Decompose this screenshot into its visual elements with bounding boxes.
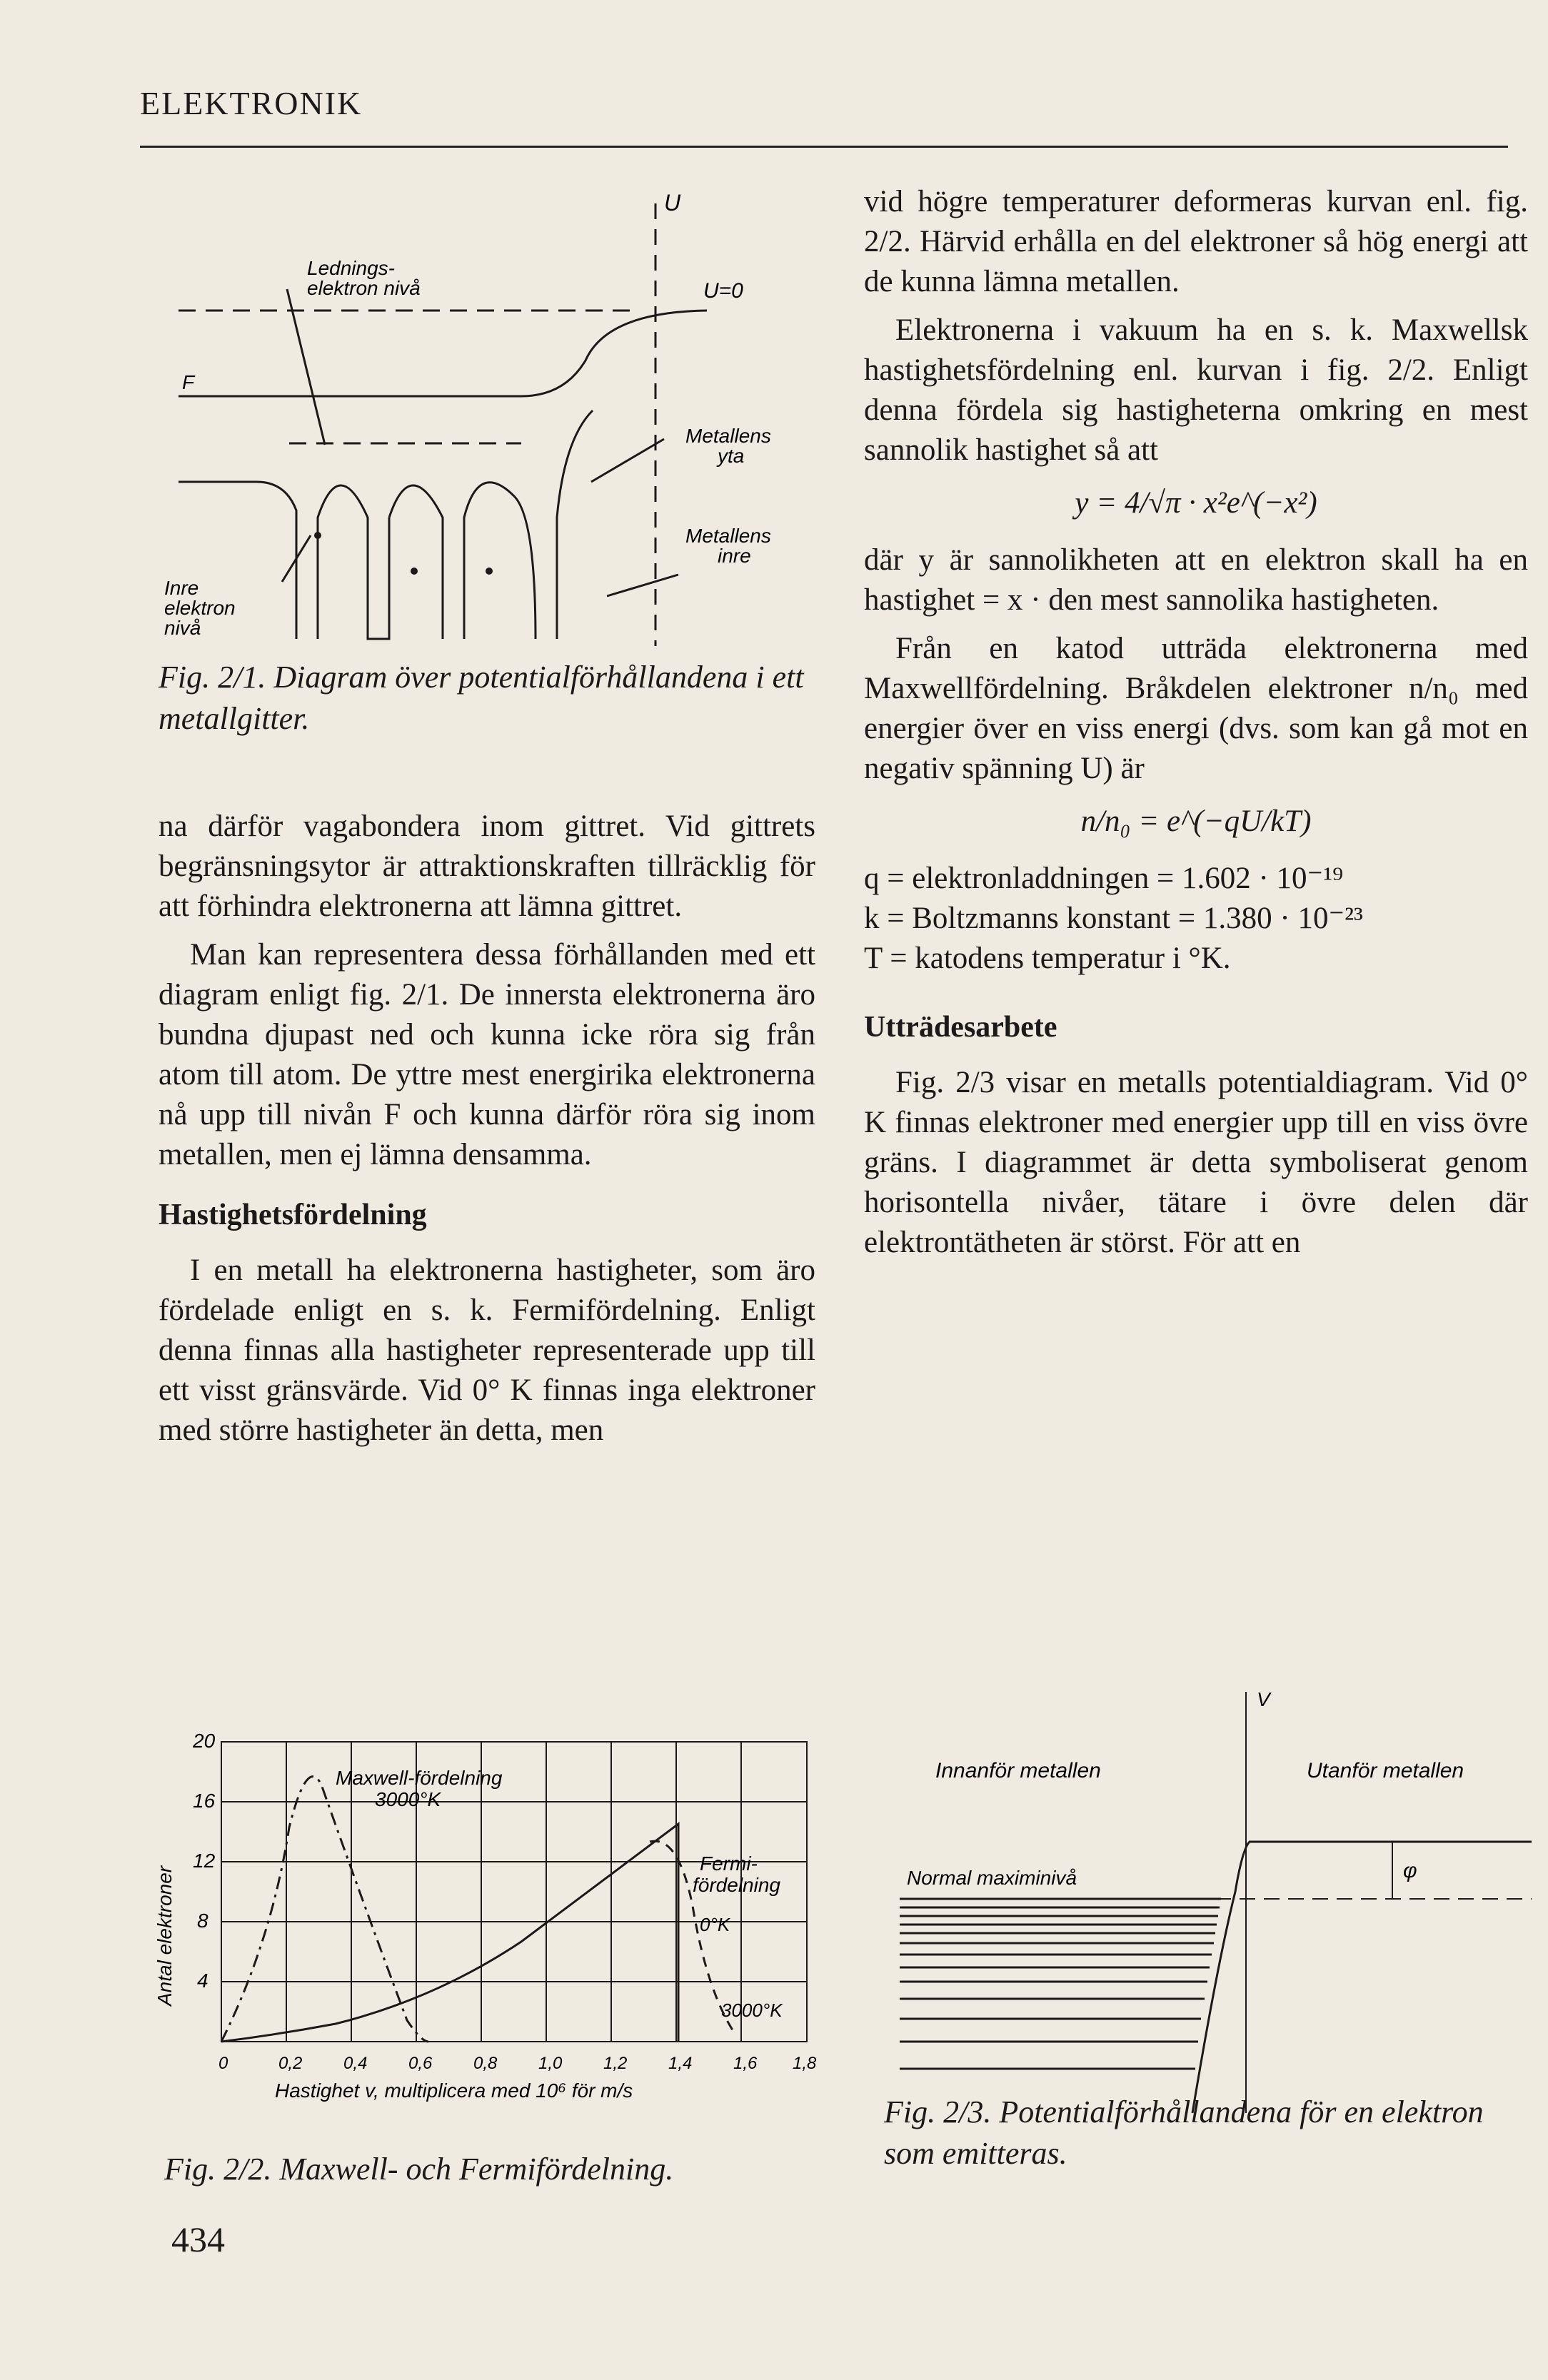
- ytick-20: 20: [193, 1730, 216, 1752]
- potential-curve: [1192, 1842, 1532, 2113]
- definition-k: k = Boltzmanns konstant = 1.380 · 10⁻²³: [864, 902, 1363, 935]
- yta-label-1: Metallens: [685, 425, 771, 447]
- f-label: F: [182, 371, 195, 393]
- ledning-label-2: elektron nivå: [307, 277, 421, 299]
- ytick-12: 12: [193, 1850, 216, 1872]
- inre-el-label-2: elektron: [164, 597, 236, 619]
- xtick-0-4: 0,4: [343, 2054, 368, 2073]
- ledning-label-1: Lednings-: [307, 257, 395, 279]
- xtick-0-8: 0,8: [473, 2054, 498, 2073]
- yta-pointer: [591, 439, 664, 482]
- inre-el-label-1: Inre: [164, 577, 199, 599]
- xtick-0-2: 0,2: [278, 2054, 303, 2073]
- right-column: [864, 182, 1528, 1271]
- normal-level-label: Normal maximinivå: [907, 1867, 1077, 1889]
- fermi-label-1: Fermi-: [700, 1852, 758, 1875]
- left-paragraph-2: Man kan representera dessa förhållanden med ett diagram enligt fig. 2/1. De innersta elektronerna äro bundna djupast ned och kunna icke röra sig från atom till atom. De yttre mest energirika elektronerna nå upp till nivån F och kunna därför röra sig inom metallen, men ej lämna densamma.: [159, 938, 815, 1171]
- xtick-1-4: 1,4: [668, 2054, 693, 2073]
- ytick-16: 16: [193, 1790, 216, 1812]
- v-axis-label: V: [1257, 1688, 1270, 1710]
- x-axis-label: Hastighet v, multiplicera med 10⁶ för m/s: [275, 2079, 633, 2102]
- page-number: 434: [171, 2219, 225, 2259]
- right-paragraph-5: Fig. 2/3 visar en metalls potentialdiagram. Vid 0° K finnas elektroner med energier upp till en viss övre gräns. I diagrammet är detta symboliserat genom horisontella nivåer, tätare i övre delen där elektrontätheten är störst. För att en: [864, 1066, 1528, 1259]
- ytick-8: 8: [197, 1910, 208, 1932]
- inre-met-label-2: inre: [718, 545, 751, 567]
- fermi-label-2: fördelning: [693, 1874, 780, 1896]
- well-3: [464, 483, 536, 639]
- fermi-0k-label: 0°K: [700, 1914, 730, 1935]
- right-paragraph-1: vid högre temperaturer deformeras kurvan enl. fig. 2/2. Härvid erhålla en del elektroner så hög energi att de kunna lämna metallen.: [864, 185, 1528, 298]
- utan-label: Utanför metallen: [1307, 1759, 1464, 1783]
- fig3-caption: Fig. 2/3. Potentialförhållandena för en elektron som emitteras.: [884, 2094, 1484, 2171]
- atom-dot: [486, 568, 493, 575]
- u-zero-label: U=0: [703, 279, 743, 303]
- figure-2-3: [893, 1678, 1535, 2120]
- yta-label-2: yta: [718, 445, 745, 467]
- inre-met-label-1: Metallens: [685, 525, 771, 547]
- figure-2-2: [150, 1728, 835, 2127]
- y-axis-label: Antal elektroner: [154, 1865, 176, 2006]
- header-rule: [140, 146, 1508, 148]
- filled-levels: [900, 1899, 1221, 2069]
- ytick-4: 4: [197, 1970, 208, 1992]
- formula-maxwell: y = 4/√π · x²e^(−x²): [1075, 486, 1317, 520]
- heading-uttradesarbete: Utträdesarbete: [864, 1011, 1057, 1044]
- fig2-caption: Fig. 2/2. Maxwell- och Fermifördelning.: [164, 2152, 674, 2187]
- f-level-curve: [179, 311, 707, 396]
- heading-hastighetsfordelning: Hastighetsfördelning: [159, 1199, 427, 1231]
- phi-label: φ: [1403, 1859, 1417, 1882]
- definition-q: q = elektronladdningen = 1.602 · 10⁻¹⁹: [864, 862, 1344, 895]
- definition-t: T = katodens temperatur i °K.: [864, 942, 1231, 975]
- innan-label: Innanför metallen: [935, 1759, 1101, 1783]
- figure-2-1: [164, 182, 807, 653]
- formula-boltzmann: n/n₀ = e^(−qU/kT): [1080, 805, 1312, 838]
- fig1-caption: Fig. 2/1. Diagram över potentialförhållandena i ett metallgitter.: [159, 660, 804, 736]
- inre-met-pointer: [607, 575, 678, 596]
- atom-dot: [411, 568, 418, 575]
- well-1: [318, 485, 389, 639]
- ledning-pointer: [287, 289, 325, 445]
- xtick-0-6: 0,6: [408, 2054, 433, 2073]
- inre-el-label-3: nivå: [164, 617, 201, 639]
- xtick-0: 0: [218, 2054, 228, 2073]
- right-paragraph-2: Elektronerna i vakuum ha en s. k. Maxwellsk hastighetsfördelning enl. kurvan i fig. 2/2. Enligt denna fördela sig hastigheterna omkring en mest sannolik hastighet så att: [864, 313, 1528, 467]
- xtick-1-6: 1,6: [733, 2054, 758, 2073]
- atom-dot: [314, 532, 321, 539]
- maxwell-label-1: Maxwell-fördelning: [336, 1767, 503, 1789]
- fermi-3000k-label: 3000°K: [721, 2000, 783, 2021]
- xtick-1-8: 1,8: [793, 2054, 817, 2073]
- xtick-1-2: 1,2: [603, 2054, 628, 2073]
- left-column: [159, 807, 815, 1459]
- well-2: [389, 485, 443, 639]
- running-header: ELEKTRONIK: [140, 85, 363, 121]
- well-edge: [557, 410, 593, 639]
- right-paragraph-3: där y är sannolikheten att en elektron skall ha en hastighet = x · den mest sannolika hastigheten.: [864, 543, 1528, 617]
- u-axis-label: U: [664, 190, 681, 216]
- fermi-0k-curve: [221, 1824, 678, 2042]
- left-paragraph-1: na därför vagabondera inom gittret. Vid gittrets begränsningsytor är attraktionskraften tillräcklig för att förhindra elektronerna att lämna gittret.: [159, 810, 815, 923]
- maxwell-curve: [221, 1777, 428, 2042]
- xtick-1-0: 1,0: [538, 2054, 563, 2073]
- maxwell-label-2: 3000°K: [375, 1788, 441, 1810]
- left-paragraph-3: I en metall ha elektronerna hastigheter, som äro fördelade enligt en s. k. Fermifördelning. Enligt denna finnas alla hastigheter representerade upp till ett visst gränsvärde. Vid 0° K finnas inga elektroner med större hastigheter än detta, men: [159, 1254, 815, 1447]
- right-paragraph-4: Från en katod utträda elektronerna med Maxwellfördelning. Bråkdelen elektroner n/n₀ med energier över en viss energi (dvs. som kan gå mot en negativ spänning U) är: [864, 632, 1528, 785]
